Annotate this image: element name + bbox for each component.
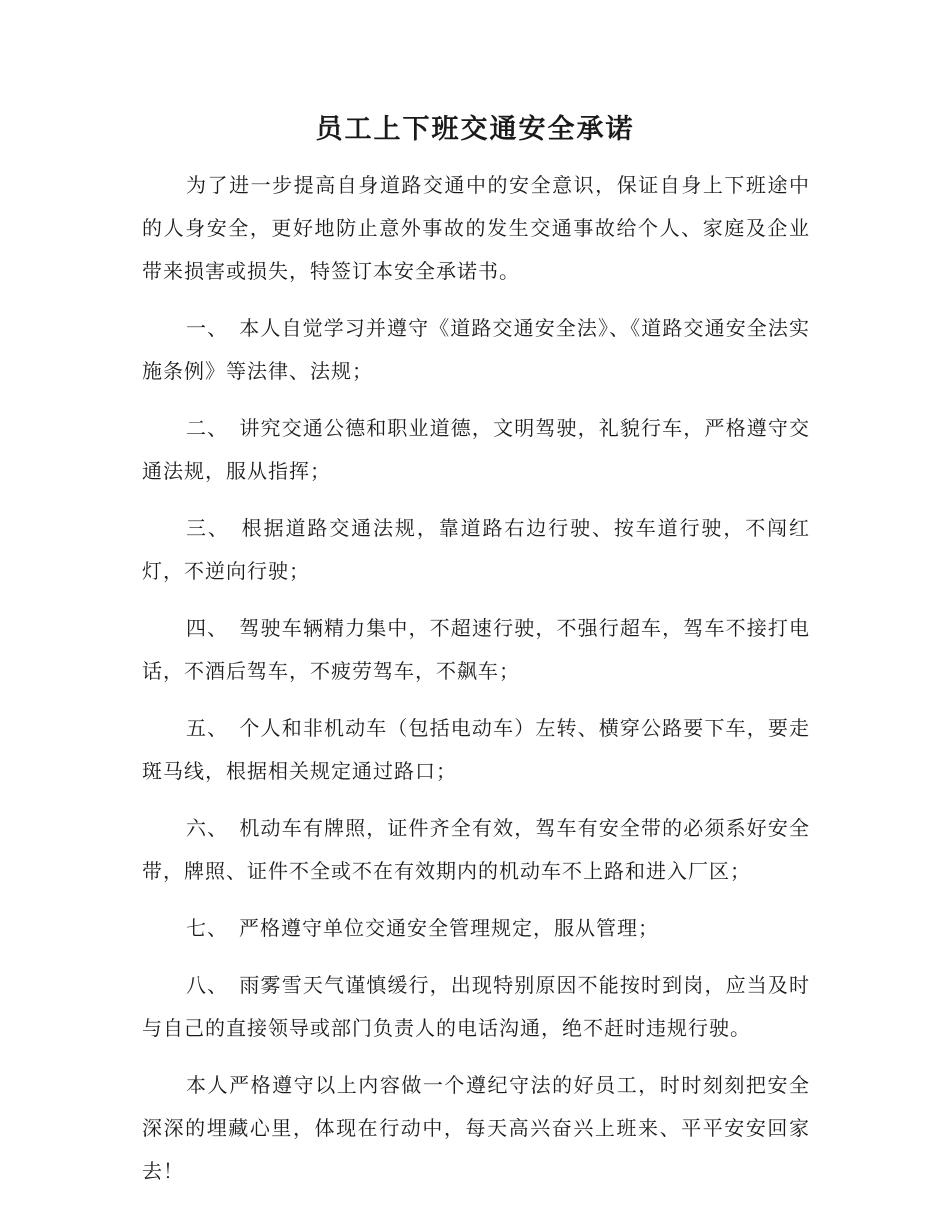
item-paragraph-5: 五、 个人和非机动车（包括电动车）左转、横穿公路要下车，要走斑马线，根据相关规定通过路口； — [142, 716, 810, 783]
item-paragraph-6: 六、 机动车有牌照，证件齐全有效，驾车有安全带的必须系好安全带，牌照、证件不全或不在有效期内的机动车不上路和进入厂区； — [142, 816, 810, 883]
closing-paragraph: 本人严格遵守以上内容做一个遵纪守法的好员工，时时刻刻把安全深深的埋藏心里，体现在行动中，每天高兴奋兴上班来、平平安安回家去！ — [142, 1073, 810, 1183]
item-paragraph-2: 二、 讲究交通公德和职业道德，文明驾驶，礼貌行车，严格遵守交通法规，服从指挥； — [142, 416, 810, 483]
document-body — [142, 164, 810, 1207]
item-paragraph-8: 八、 雨雾雪天气谨慎缓行，出现特别原因不能按时到岗，应当及时与自己的直接领导或部门负责人的电话沟通，绝不赶时违规行驶。 — [142, 973, 810, 1040]
item-paragraph-4: 四、 驾驶车辆精力集中，不超速行驶，不强行超车，驾车不接打电话，不酒后驾车，不疲劳驾车，不飙车； — [142, 616, 810, 683]
item-paragraph-1: 一、 本人自觉学习并遵守《道路交通安全法》、《道路交通安全法实施条例》等法律、法规； — [142, 316, 810, 383]
intro-paragraph: 为了进一步提高自身道路交通中的安全意识，保证自身上下班途中的人身安全，更好地防止意外事故的发生交通事故给个人、家庭及企业带来损害或损失，特签订本安全承诺书。 — [142, 173, 810, 283]
item-paragraph-7: 七、 严格遵守单位交通安全管理规定，服从管理； — [186, 916, 659, 940]
document-title: 员工上下班交通安全承诺 — [315, 114, 635, 145]
item-paragraph-3: 三、 根据道路交通法规，靠道路右边行驶、按车道行驶，不闯红灯，不逆向行驶； — [142, 516, 810, 583]
